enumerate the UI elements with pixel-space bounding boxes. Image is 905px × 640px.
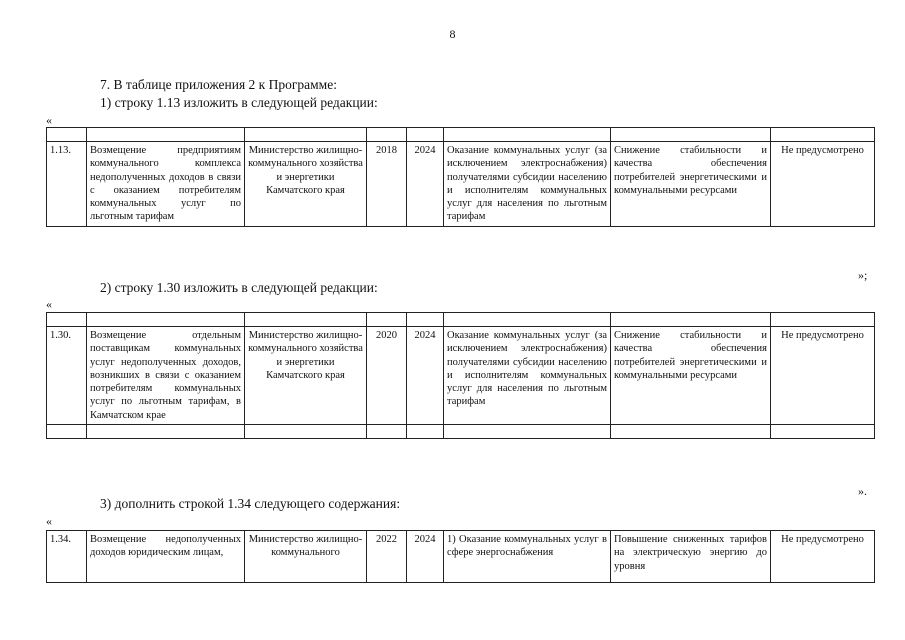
end-year: 2024 bbox=[407, 142, 444, 227]
open-quote-3: « bbox=[46, 514, 52, 528]
end-year: 2024 bbox=[407, 327, 444, 425]
table-row-1-34 bbox=[46, 530, 875, 583]
executor: Министерство жилищно-коммунального хозяйства и энергетики Камчатского края bbox=[245, 142, 367, 227]
end-year: 2024 bbox=[407, 531, 444, 583]
item-1-text: 1) строку 1.13 изложить в следующей редакции: bbox=[100, 95, 378, 110]
expected-result: 1) Оказание коммунальных услуг в сфере энергоснабжения bbox=[444, 531, 611, 583]
consequence: Снижение стабильности и качества обеспечения потребителей энергетическими и коммунальными ресурсами bbox=[611, 327, 771, 425]
close-quote-2: ». bbox=[858, 484, 867, 498]
consequence: Повышение сниженных тарифов на электрическую энергию до уровня bbox=[611, 531, 771, 583]
table-row-1-30 bbox=[46, 312, 875, 439]
expected-result: Оказание коммунальных услуг (за исключением электроснабжения) получателями субсидии населению и исполнителям коммунальных услуг для населения по льготным тарифам bbox=[444, 142, 611, 227]
expected-result: Оказание коммунальных услуг (за исключением электроснабжения) получателями субсидии населению и исполнителям коммунальных услуг для населения по льготным тарифам bbox=[444, 327, 611, 425]
consequence: Снижение стабильности и качества обеспечения потребителей энергетическими и коммунальными ресурсами bbox=[611, 142, 771, 227]
executor: Министерство жилищно-коммунального хозяйства и энергетики Камчатского края bbox=[245, 327, 367, 425]
start-year: 2020 bbox=[367, 327, 407, 425]
row-number: 1.13. bbox=[47, 142, 87, 227]
row-number: 1.34. bbox=[47, 531, 87, 583]
measure-name: Возмещение предприятиям коммунального комплекса недополученных доходов в связи с оказанием потребителям коммунальных услуг по льготным тарифам bbox=[87, 142, 245, 227]
table-row-1-13 bbox=[46, 127, 875, 227]
item-2-text: 2) строку 1.30 изложить в следующей редакции: bbox=[100, 280, 378, 295]
indicator-link: Не предусмотрено bbox=[771, 531, 875, 583]
indicator-link: Не предусмотрено bbox=[771, 327, 875, 425]
measure-name: Возмещение отдельным поставщикам коммунальных услуг недополученных доходов, возникших в связи с оказанием потребителям коммунальных услуг по льготным тарифам, в Камчатском крае bbox=[87, 327, 245, 425]
open-quote-2: « bbox=[46, 297, 52, 311]
item-3-text: 3) дополнить строкой 1.34 следующего содержания: bbox=[100, 496, 401, 511]
start-year: 2018 bbox=[367, 142, 407, 227]
open-quote-1: « bbox=[46, 113, 52, 127]
start-year: 2022 bbox=[367, 531, 407, 583]
page-number: 8 bbox=[449, 27, 456, 41]
executor: Министерство жилищно-коммунального bbox=[245, 531, 367, 583]
indicator-link: Не предусмотрено bbox=[771, 142, 875, 227]
item-7-heading: 7. В таблице приложения 2 к Программе: bbox=[100, 77, 337, 92]
row-number: 1.30. bbox=[47, 327, 87, 425]
close-quote-1: »; bbox=[858, 268, 868, 282]
measure-name: Возмещение недополученных доходов юридическим лицам, bbox=[87, 531, 245, 583]
